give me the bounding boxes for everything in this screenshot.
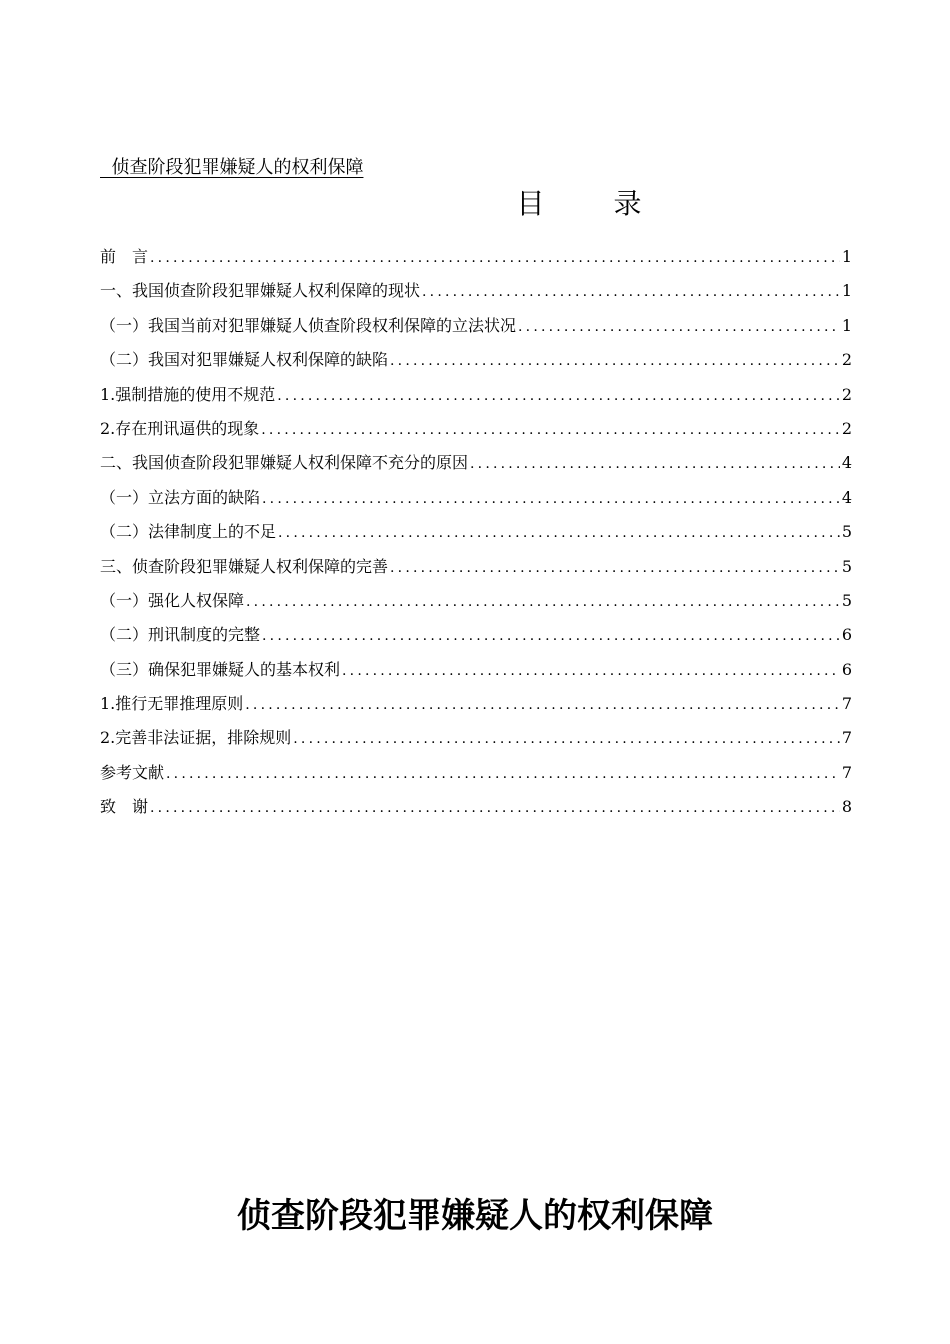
toc-entry-page: 2 — [841, 418, 852, 438]
toc-entry-section-3[interactable] — [100, 556, 852, 590]
toc-dot-leader — [390, 350, 840, 372]
toc-entry-page: 1 — [841, 281, 852, 301]
toc-entry-section-2-1[interactable] — [100, 487, 852, 521]
toc-entry-label: 前 言 — [100, 247, 149, 266]
toc-entry-page: 5 — [841, 556, 852, 576]
toc-entry-references[interactable] — [100, 762, 852, 796]
toc-dot-leader — [262, 625, 840, 647]
toc-entry-page: 1 — [841, 247, 852, 266]
toc-entry-section-1-2-2[interactable] — [100, 418, 852, 452]
toc-entry-label: 致 谢 — [100, 797, 149, 817]
toc-entry-label: 1.推行无罪推理原则 — [100, 694, 244, 714]
toc-entry-label: （三）确保犯罪嫌疑人的基本权利 — [100, 659, 341, 679]
toc-entry-section-2[interactable] — [100, 452, 852, 486]
toc-dot-leader — [246, 591, 840, 613]
toc-entry-acknowledgements[interactable] — [100, 796, 852, 830]
toc-entry-label: 二、我国侦查阶段犯罪嫌疑人权利保障不充分的原因 — [100, 453, 469, 473]
toc-entry-page: 7 — [841, 728, 852, 748]
toc-entry-label: （二）刑讯制度的完整 — [100, 625, 261, 645]
toc-entry-label: 一、我国侦查阶段犯罪嫌疑人权利保障的现状 — [100, 281, 421, 301]
document-title: 侦查阶段犯罪嫌疑人的权利保障 — [237, 1196, 713, 1236]
toc-entry-label: 三、侦查阶段犯罪嫌疑人权利保障的完善 — [100, 556, 389, 576]
toc-dot-leader — [422, 281, 840, 303]
toc-entry-page: 6 — [841, 625, 852, 645]
toc-dot-leader — [245, 694, 840, 716]
toc-entry-page: 2 — [841, 384, 852, 404]
toc-entry-page: 7 — [841, 694, 852, 714]
toc-entry-label: 1.强制措施的使用不规范 — [100, 384, 276, 404]
toc-entry-page: 4 — [841, 453, 852, 473]
toc-entry-label: 2.存在刑讯逼供的现象 — [100, 418, 260, 438]
toc-entry-page: 4 — [841, 487, 852, 507]
toc-dot-leader — [166, 763, 840, 785]
table-of-contents — [100, 246, 852, 831]
toc-entry-label: （一）立法方面的缺陷 — [100, 487, 261, 507]
toc-entry-label: （一）我国当前对犯罪嫌疑人侦查阶段权利保障的立法状况 — [100, 315, 517, 335]
toc-entry-section-1[interactable] — [100, 280, 852, 314]
toc-dot-leader — [150, 247, 840, 269]
toc-dot-leader — [262, 488, 840, 510]
toc-dot-leader — [277, 385, 840, 407]
toc-entry-page: 5 — [841, 522, 852, 542]
toc-entry-page: 1 — [841, 315, 852, 335]
toc-entry-label: 2.完善非法证据，排除规则 — [100, 728, 292, 748]
toc-entry-page: 2 — [841, 350, 852, 370]
toc-entry-label: 参考文献 — [100, 762, 165, 782]
toc-entry-section-2-2[interactable] — [100, 521, 852, 555]
toc-dot-leader — [518, 316, 840, 338]
toc-entry-section-1-2[interactable] — [100, 349, 852, 383]
toc-entry-section-3-3-2[interactable] — [100, 727, 852, 761]
toc-dot-leader — [390, 557, 840, 579]
toc-entry-page: 5 — [841, 590, 852, 610]
toc-entry-section-1-2-1[interactable] — [100, 384, 852, 418]
toc-entry-label: （二）我国对犯罪嫌疑人权利保障的缺陷 — [100, 350, 389, 370]
toc-dot-leader — [278, 522, 840, 544]
running-header: 侦查阶段犯罪嫌疑人的权利保障 — [100, 157, 364, 178]
toc-dot-leader — [150, 797, 840, 819]
toc-entry-section-3-2[interactable] — [100, 624, 852, 658]
toc-entry-preface[interactable] — [100, 246, 852, 280]
toc-dot-leader — [293, 728, 840, 750]
toc-entry-page: 8 — [841, 797, 852, 817]
toc-entry-label: （二）法律制度上的不足 — [100, 522, 277, 542]
toc-title: 目 录 — [516, 187, 672, 220]
toc-entry-section-3-1[interactable] — [100, 590, 852, 624]
toc-dot-leader — [342, 660, 840, 682]
toc-dot-leader — [470, 453, 840, 475]
toc-dot-leader — [261, 419, 840, 441]
toc-entry-page: 6 — [841, 659, 852, 679]
toc-entry-page: 7 — [841, 762, 852, 782]
toc-entry-section-1-1[interactable] — [100, 315, 852, 349]
toc-entry-section-3-3-1[interactable] — [100, 693, 852, 727]
toc-entry-section-3-3[interactable] — [100, 659, 852, 693]
toc-entry-label: （一）强化人权保障 — [100, 590, 245, 610]
